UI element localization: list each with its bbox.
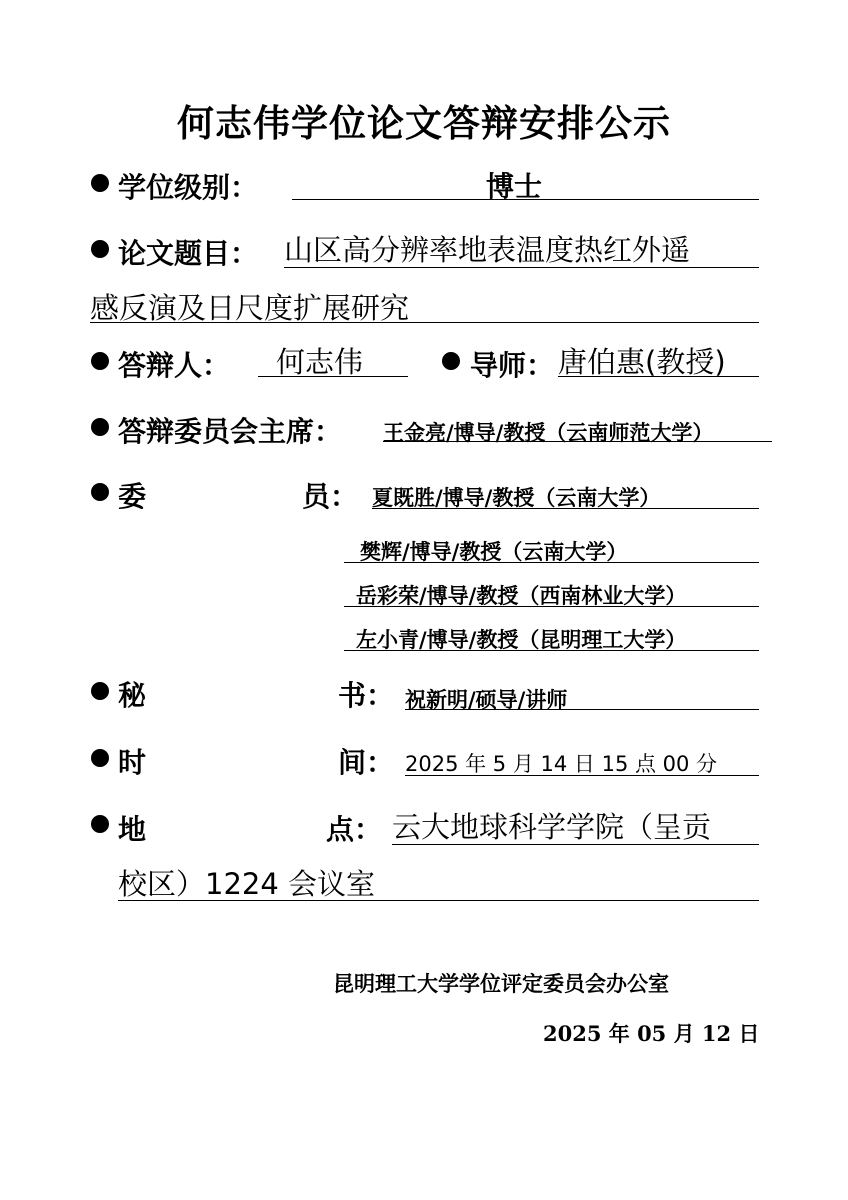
thesis-title-line1: 山区高分辨率地表温度热红外遥	[284, 233, 691, 267]
page-title: 何志伟学位论文答辩安排公示	[177, 102, 671, 145]
thesis-underline-2	[90, 322, 759, 323]
location-line2: 校区）1224 会议室	[118, 867, 376, 901]
bullet-icon	[91, 352, 109, 370]
chair-value: 王金亮/博导/教授（云南师范大学）	[383, 420, 714, 445]
degree-value: 博士	[486, 170, 543, 203]
bullet-icon	[91, 418, 109, 436]
secretary-value: 祝新明/硕导/讲师	[405, 687, 568, 712]
bullet-icon	[442, 352, 460, 370]
bullet-icon	[91, 174, 109, 192]
time-label-a: 时	[118, 746, 147, 779]
thesis-label: 论文题目：	[118, 237, 259, 270]
member-underline	[372, 508, 759, 509]
thesis-title-line2: 感反演及日尺度扩展研究	[90, 291, 410, 325]
defender-underline	[258, 376, 408, 377]
member-underline	[344, 562, 759, 563]
location-label-a: 地	[118, 813, 147, 846]
time-label-b: 间：	[338, 746, 395, 779]
member-underline	[344, 650, 759, 651]
bullet-icon	[91, 815, 109, 833]
bullet-icon	[91, 240, 109, 258]
member-item: 樊辉/博导/教授（云南大学）	[360, 539, 628, 564]
member-item: 左小青/博导/教授（昆明理工大学）	[356, 627, 687, 652]
members-label-a: 委	[118, 480, 147, 513]
bullet-icon	[91, 682, 109, 700]
location-underline-2	[118, 900, 759, 901]
degree-label: 学位级别：	[118, 171, 259, 204]
location-underline-1	[392, 844, 759, 845]
secretary-label-b: 书：	[338, 679, 395, 712]
location-label-b: 点：	[326, 813, 383, 846]
bullet-icon	[91, 749, 109, 767]
bullet-icon	[91, 483, 109, 501]
members-label-b: 员：	[302, 480, 359, 513]
advisor-value: 唐伯惠(教授)	[558, 345, 726, 379]
defender-label: 答辩人：	[118, 349, 231, 382]
time-underline	[405, 775, 759, 776]
secretary-label-a: 秘	[118, 679, 147, 712]
degree-underline	[292, 199, 759, 200]
location-line1: 云大地球科学学院（呈贡	[392, 810, 712, 844]
chair-label: 答辩委员会主席：	[118, 415, 343, 448]
thesis-underline-1	[284, 267, 759, 268]
member-item: 夏既胜/博导/教授（云南大学）	[372, 485, 661, 510]
chair-underline	[383, 441, 772, 442]
time-value: 2025 年 5 月 14 日 15 点 00 分	[405, 752, 718, 776]
member-underline	[344, 606, 759, 607]
advisor-underline	[558, 376, 759, 377]
member-item: 岳彩荣/博导/教授（西南林业大学）	[356, 583, 687, 608]
issue-date: 2025 年 05 月 12 日	[543, 1021, 760, 1046]
issuing-office: 昆明理工大学学位评定委员会办公室	[333, 971, 669, 996]
advisor-label: 导师：	[470, 349, 555, 382]
defender-value: 何志伟	[276, 345, 364, 379]
secretary-underline	[405, 709, 759, 710]
